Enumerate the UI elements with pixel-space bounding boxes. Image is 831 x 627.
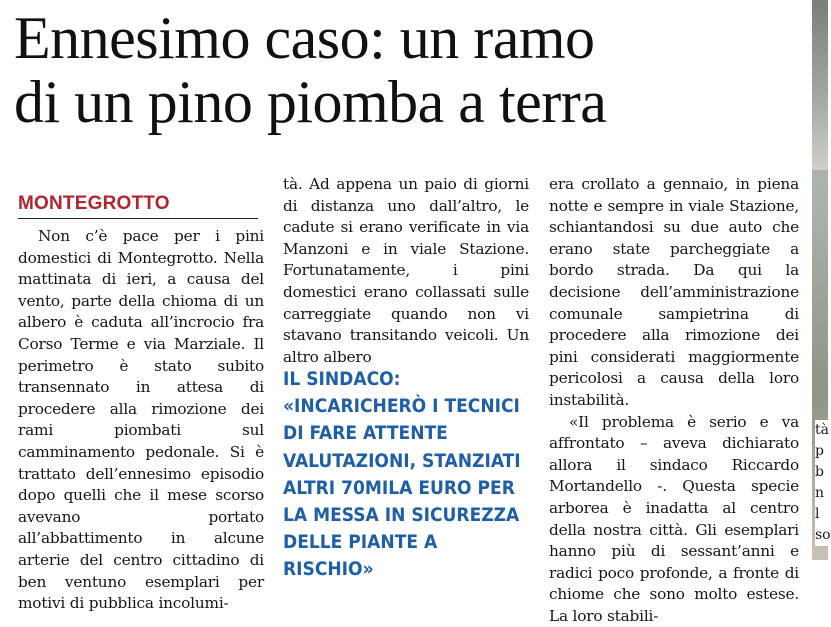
column-1-paragraph: Non c’è pace per i pini domestici di Montegrotto. Nella mattinata di ieri, a causa del vento, parte della chioma di un albero è caduta all’incrocio fra Corso Terme e via Marziale. Il perimetro è stato subito transennato in attesa di procedere alla rimozione dei rami piombati sul camminamento pedonale. Si è trattato dell’ennesimo episodio dopo quelli che il mese scorso avevano portato all’abbattimento in alcune arterie del centro cittadino di ben ventuno esemplari per motivi di pubblica incolumi-: [18, 227, 264, 613]
section-divider: [18, 218, 258, 219]
headline-line-1: Ennesimo caso: un ramo: [14, 5, 595, 71]
headline: [14, 6, 814, 134]
article-column-2: [283, 174, 529, 368]
fragment-line: l: [815, 506, 820, 522]
photo-edge-top: [812, 0, 828, 170]
column-2-paragraph: tà. Ad appena un paio di giorni di distanza uno dall’altro, le cadute si erano verificate in via Manzoni e in viale Stazione. Fortunatamente, i pini domestici erano collassati sulle carreggiate quando non vi stavano transitando veicoli. Un altro albero: [283, 175, 529, 366]
fragment-line: n: [815, 485, 825, 501]
article-column-3: [549, 174, 799, 627]
fragment-line: so: [815, 527, 831, 543]
column-3-paragraph-2: «Il problema è serio e va affrontato – aveva dichiarato allora il sindaco Riccardo Mortandello -. Questa specie arborea è inadatta al centro della nostra città. Gli esemplari hanno più di sessant’anni e radici poco profonde, a fronte di chiome che sono molto estese. La loro stabili-: [549, 412, 799, 625]
fragment-line: p: [815, 443, 824, 459]
pull-quote: IL SINDACO: «INCARICHERÒ I TECNICI DI FARE ATTENTE VALUTAZIONI, STANZIATI ALTRI 70MILA EURO PER LA MESSA IN SICUREZZA DELLE PIANTE A RISCHIO»: [283, 368, 521, 581]
article-column-1: [18, 226, 264, 615]
adjacent-column-fragment: [815, 420, 831, 546]
section-label: MONTEGROTTO: [18, 193, 170, 214]
fragment-line: tà: [815, 422, 829, 438]
column-3-paragraph-1: era crollato a gennaio, in piena notte e sempre in viale Stazione, schiantandosi su due auto che erano state parcheggiate a bordo strada. Da qui la decisione dell’amministrazione comunale sampietrina di procedere alla rimozione dei pini considerati maggiormente pericolosi a causa della loro instabilità.: [549, 175, 799, 409]
headline-line-2: di un pino piomba a terra: [14, 69, 607, 135]
fragment-line: b: [815, 464, 824, 480]
